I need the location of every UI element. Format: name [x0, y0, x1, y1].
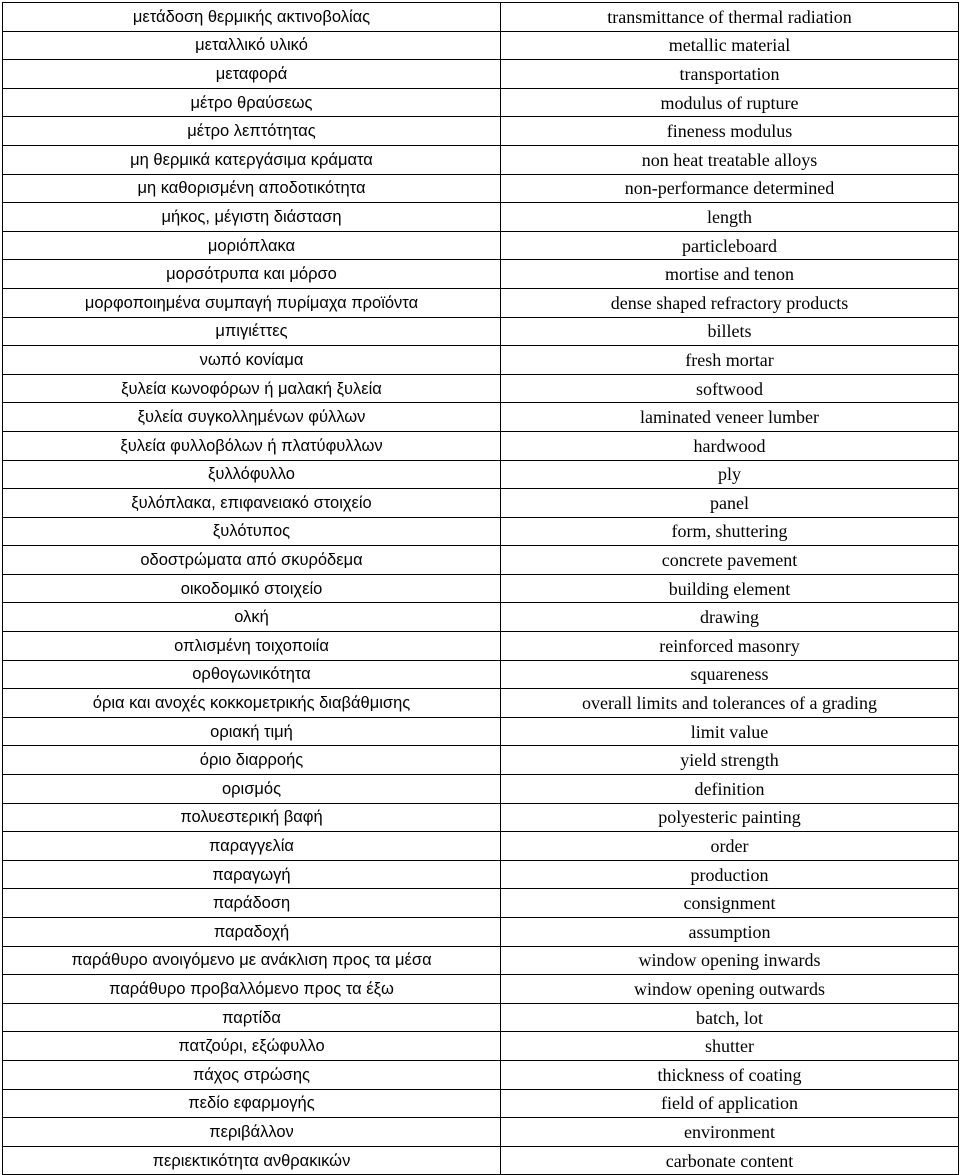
english-term: length: [501, 203, 959, 232]
glossary-body: [3, 3, 959, 1175]
greek-term: πολυεστερική βαφή: [3, 803, 501, 832]
english-term: carbonate content: [501, 1146, 959, 1175]
table-row: [3, 346, 959, 375]
greek-term: ξυλλόφυλλο: [3, 460, 501, 489]
glossary-table: [2, 2, 959, 1175]
greek-term: μεταλλικό υλικό: [3, 31, 501, 60]
table-row: [3, 260, 959, 289]
table-row: [3, 203, 959, 232]
table-row: [3, 517, 959, 546]
greek-term: ξυλότυπος: [3, 517, 501, 546]
greek-term: παραδοχή: [3, 918, 501, 947]
english-term: window opening outwards: [501, 975, 959, 1004]
greek-term: όριο διαρροής: [3, 746, 501, 775]
greek-term: παραγωγή: [3, 860, 501, 889]
greek-term: μέτρο θραύσεως: [3, 88, 501, 117]
table-row: [3, 374, 959, 403]
table-row: [3, 603, 959, 632]
english-term: field of application: [501, 1089, 959, 1118]
table-row: [3, 3, 959, 32]
english-term: definition: [501, 775, 959, 804]
english-term: metallic material: [501, 31, 959, 60]
greek-term: παράθυρο ανοιγόμενο με ανάκλιση προς τα μέσα: [3, 946, 501, 975]
greek-term: ξυλεία φυλλοβόλων ή πλατύφυλλων: [3, 431, 501, 460]
greek-term: οδοστρώματα από σκυρόδεμα: [3, 546, 501, 575]
english-term: environment: [501, 1118, 959, 1147]
english-term: transmittance of thermal radiation: [501, 3, 959, 32]
english-term: production: [501, 860, 959, 889]
greek-term: οπλισμένη τοιχοποιία: [3, 632, 501, 661]
greek-term: πάχος στρώσης: [3, 1060, 501, 1089]
greek-term: παράθυρο προβαλλόμενο προς τα έξω: [3, 975, 501, 1004]
english-term: thickness of coating: [501, 1060, 959, 1089]
table-row: [3, 231, 959, 260]
greek-term: περιεκτικότητα ανθρακικών: [3, 1146, 501, 1175]
table-row: [3, 1089, 959, 1118]
english-term: order: [501, 832, 959, 861]
english-term: hardwood: [501, 431, 959, 460]
table-row: [3, 1146, 959, 1175]
greek-term: μορφοποιημένα συμπαγή πυρίμαχα προϊόντα: [3, 288, 501, 317]
table-row: [3, 1118, 959, 1147]
table-row: [3, 60, 959, 89]
greek-term: μετάδοση θερμικής ακτινοβολίας: [3, 3, 501, 32]
english-term: batch, lot: [501, 1003, 959, 1032]
greek-term: μορσότρυπα και μόρσο: [3, 260, 501, 289]
english-term: reinforced masonry: [501, 632, 959, 661]
table-row: [3, 775, 959, 804]
english-term: squareness: [501, 660, 959, 689]
table-row: [3, 574, 959, 603]
english-term: modulus of rupture: [501, 88, 959, 117]
table-row: [3, 918, 959, 947]
table-row: [3, 689, 959, 718]
greek-term: μέτρο λεπτότητας: [3, 117, 501, 146]
greek-term: μη καθορισμένη αποδοτικότητα: [3, 174, 501, 203]
table-row: [3, 403, 959, 432]
table-row: [3, 1060, 959, 1089]
table-row: [3, 975, 959, 1004]
english-term: laminated veneer lumber: [501, 403, 959, 432]
english-term: limit value: [501, 717, 959, 746]
greek-term: μη θερμικά κατεργάσιμα κράματα: [3, 145, 501, 174]
english-term: dense shaped refractory products: [501, 288, 959, 317]
english-term: non-performance determined: [501, 174, 959, 203]
english-term: concrete pavement: [501, 546, 959, 575]
table-row: [3, 946, 959, 975]
english-term: ply: [501, 460, 959, 489]
greek-term: πατζούρι, εξώφυλλο: [3, 1032, 501, 1061]
greek-term: μπιγιέττες: [3, 317, 501, 346]
table-row: [3, 746, 959, 775]
greek-term: ξυλόπλακα, επιφανειακό στοιχείο: [3, 489, 501, 518]
greek-term: ορισμός: [3, 775, 501, 804]
english-term: building element: [501, 574, 959, 603]
table-row: [3, 889, 959, 918]
english-term: panel: [501, 489, 959, 518]
english-term: polyesteric painting: [501, 803, 959, 832]
english-term: form, shuttering: [501, 517, 959, 546]
table-row: [3, 288, 959, 317]
english-term: transportation: [501, 60, 959, 89]
english-term: fineness modulus: [501, 117, 959, 146]
table-row: [3, 117, 959, 146]
table-row: [3, 460, 959, 489]
greek-term: ορθογωνικότητα: [3, 660, 501, 689]
table-row: [3, 145, 959, 174]
greek-term: πεδίο εφαρμογής: [3, 1089, 501, 1118]
greek-term: περιβάλλον: [3, 1118, 501, 1147]
english-term: window opening inwards: [501, 946, 959, 975]
english-term: yield strength: [501, 746, 959, 775]
greek-term: οριακή τιμή: [3, 717, 501, 746]
table-row: [3, 803, 959, 832]
table-row: [3, 660, 959, 689]
table-row: [3, 632, 959, 661]
table-row: [3, 174, 959, 203]
table-row: [3, 317, 959, 346]
table-row: [3, 860, 959, 889]
english-term: mortise and tenon: [501, 260, 959, 289]
english-term: non heat treatable alloys: [501, 145, 959, 174]
table-row: [3, 31, 959, 60]
english-term: fresh mortar: [501, 346, 959, 375]
english-term: drawing: [501, 603, 959, 632]
greek-term: οικοδομικό στοιχείο: [3, 574, 501, 603]
greek-term: ξυλεία κωνοφόρων ή μαλακή ξυλεία: [3, 374, 501, 403]
table-row: [3, 489, 959, 518]
greek-term: ολκή: [3, 603, 501, 632]
greek-term: μεταφορά: [3, 60, 501, 89]
english-term: overall limits and tolerances of a grading: [501, 689, 959, 718]
greek-term: ξυλεία συγκολλημένων φύλλων: [3, 403, 501, 432]
greek-term: παράδοση: [3, 889, 501, 918]
greek-term: νωπό κονίαμα: [3, 346, 501, 375]
table-row: [3, 431, 959, 460]
english-term: particleboard: [501, 231, 959, 260]
table-row: [3, 832, 959, 861]
english-term: softwood: [501, 374, 959, 403]
english-term: shutter: [501, 1032, 959, 1061]
table-row: [3, 717, 959, 746]
english-term: billets: [501, 317, 959, 346]
english-term: assumption: [501, 918, 959, 947]
table-row: [3, 546, 959, 575]
table-row: [3, 1032, 959, 1061]
greek-term: μήκος, μέγιστη διάσταση: [3, 203, 501, 232]
greek-term: παραγγελία: [3, 832, 501, 861]
greek-term: μοριόπλακα: [3, 231, 501, 260]
table-row: [3, 1003, 959, 1032]
table-row: [3, 88, 959, 117]
greek-term: όρια και ανοχές κοκκομετρικής διαβάθμισης: [3, 689, 501, 718]
english-term: consignment: [501, 889, 959, 918]
greek-term: παρτίδα: [3, 1003, 501, 1032]
